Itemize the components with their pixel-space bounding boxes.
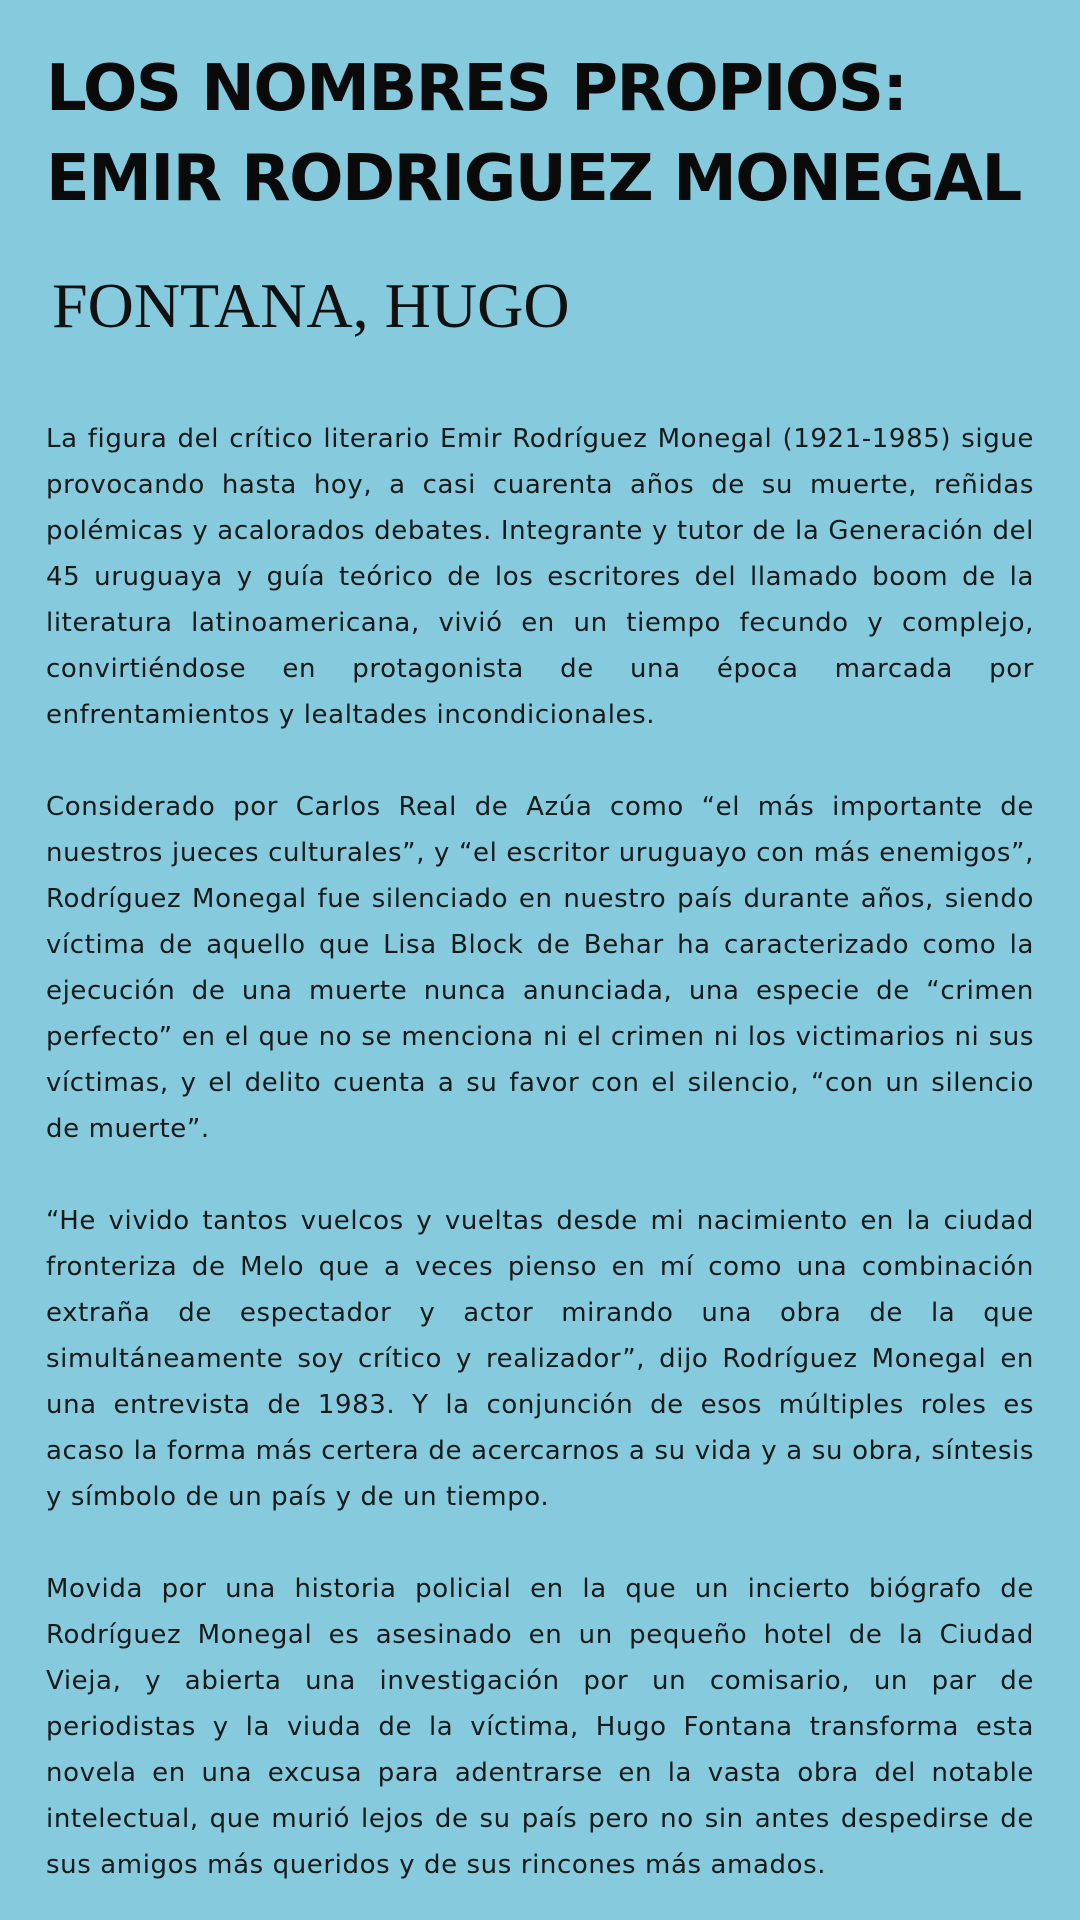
synopsis-paragraph: Movida por una historia policial en la que un incierto biógrafo de Rodríguez Monegal es asesinado en un pequeño hotel de la Ciudad Vieja, y abierta una investigación por un comisario, un par de periodistas y la viuda de la víctima, Hugo Fontana transforma esta novela en una excusa para adentrarse en la vasta obra del notable intelectual, que murió lejos de su país pero no sin antes despedirse de sus amigos más queridos y de sus rincones más amados. bbox=[46, 1574, 1034, 1880]
synopsis-paragraph: La figura del crítico literario Emir Rodríguez Monegal (1921-1985) sigue provocando hasta hoy, a casi cuarenta años de su muerte, reñidas polémicas y acalorados debates. Integrante y tutor de la Generación del 45 uruguaya y guía teórico de los escritores del llamado boom de la literatura latinoamericana, vivió en un tiempo fecundo y complejo, convirtiéndose en protagonista de una época marcada por enfrentamientos y lealtades incondicionales. bbox=[46, 424, 1034, 730]
synopsis-paragraph: “He vivido tantos vuelcos y vueltas desde mi nacimiento en la ciudad fronteriza de Melo que a veces pienso en mí como una combinación extraña de espectador y actor mirando una obra de la que simultáneamente soy crítico y realizador”, dijo Rodríguez Monegal en una entrevista de 1983. Y la conjunción de esos múltiples roles es acaso la forma más certera de acercarnos a su vida y a su obra, síntesis y símbolo de un país y de un tiempo. bbox=[46, 1206, 1034, 1512]
synopsis-paragraph: Considerado por Carlos Real de Azúa como “el más importante de nuestros jueces culturales”, y “el escritor uruguayo con más enemigos”, Rodríguez Monegal fue silenciado en nuestro país durante años, siendo víctima de aquello que Lisa Block de Behar ha caracterizado como la ejecución de una muerte nunca anunciada, una especie de “crimen perfecto” en el que no se menciona ni el crimen ni los victimarios ni sus víctimas, y el delito cuenta a su favor con el silencio, “con un silencio de muerte”. bbox=[46, 792, 1034, 1144]
book-title-line-1: LOS NOMBRES PROPIOS: bbox=[46, 52, 907, 126]
book-synopsis bbox=[46, 416, 1034, 1888]
book-title bbox=[46, 0, 1034, 224]
book-author: FONTANA, HUGO bbox=[52, 270, 570, 341]
book-title-line-2: EMIR RODRIGUEZ MONEGAL bbox=[46, 142, 1021, 216]
